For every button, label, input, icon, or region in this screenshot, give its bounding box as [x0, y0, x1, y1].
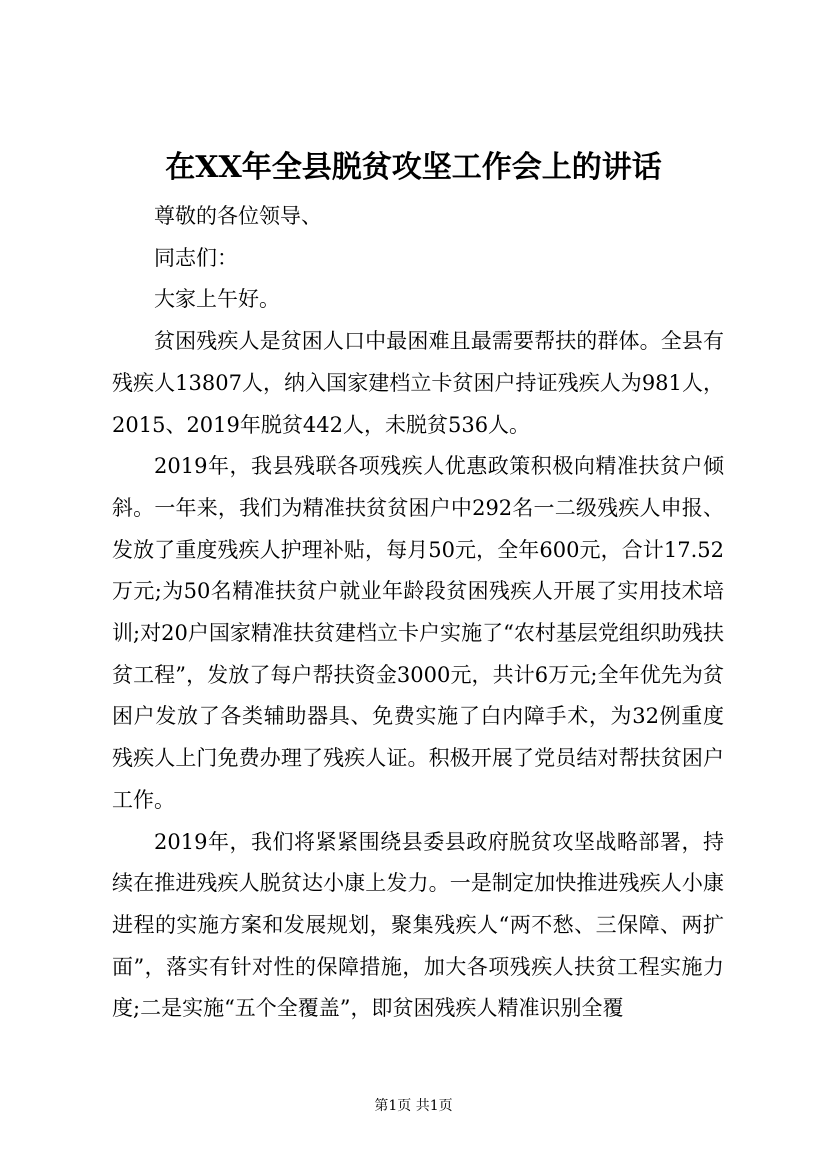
page-number-label: 第1页 共1页 — [374, 1098, 453, 1114]
page-footer — [0, 1096, 827, 1116]
salutation-line-1: 尊敬的各位领导、 — [154, 204, 322, 228]
paragraph-2019-plans: 2019年，我们将紧紧围绕县委县政府脱贫攻坚战略部署，持续在推进残疾人脱贫达小康上发力。一是制定加快推进残疾人小康进程的实施方案和发展规划，聚集残疾人“两不愁、三保障、两扩面”，落实有针对性的保障措施，加大各项残疾人扶贫工程实施力度;二是实施“五个全覆盖”，即贫困残疾人精准识别全覆 — [112, 829, 724, 1021]
document-title: 在XX年全县脱贫攻坚工作会上的讲话 — [165, 150, 662, 185]
paragraph-2019-policies: 2019年，我县残联各项残疾人优惠政策积极向精准扶贫户倾斜。一年来，我们为精准扶贫贫困户中292名一二级残疾人申报、发放了重度残疾人护理补贴，每月50元，全年600元，合计17.52万元;为50名精准扶贫户就业年龄段贫困残疾人开展了实用技术培训;对20户国家精准扶贫建档立卡户实施了“农村基层党组织助残扶贫工程”，发放了每户帮扶资金3000元，共计6万元;全年优先为贫困户发放了各类辅助器具、免费实施了白内障手术，为32例重度残疾人上门免费办理了残疾人证。积极开展了党员结对帮扶贫困户工作。 — [112, 454, 724, 812]
salutation-line-2: 同志们： — [154, 245, 238, 270]
greeting-line: 大家上午好。 — [154, 287, 280, 312]
paragraph-disabled-population: 贫困残疾人是贫困人口中最困难且最需要帮扶的群体。全县有残疾人13807人，纳入国家建档立卡贫困户持证残疾人为981人，2015、2019年脱贫442人，未脱贫536人。 — [112, 329, 724, 437]
document-body — [112, 196, 724, 1030]
